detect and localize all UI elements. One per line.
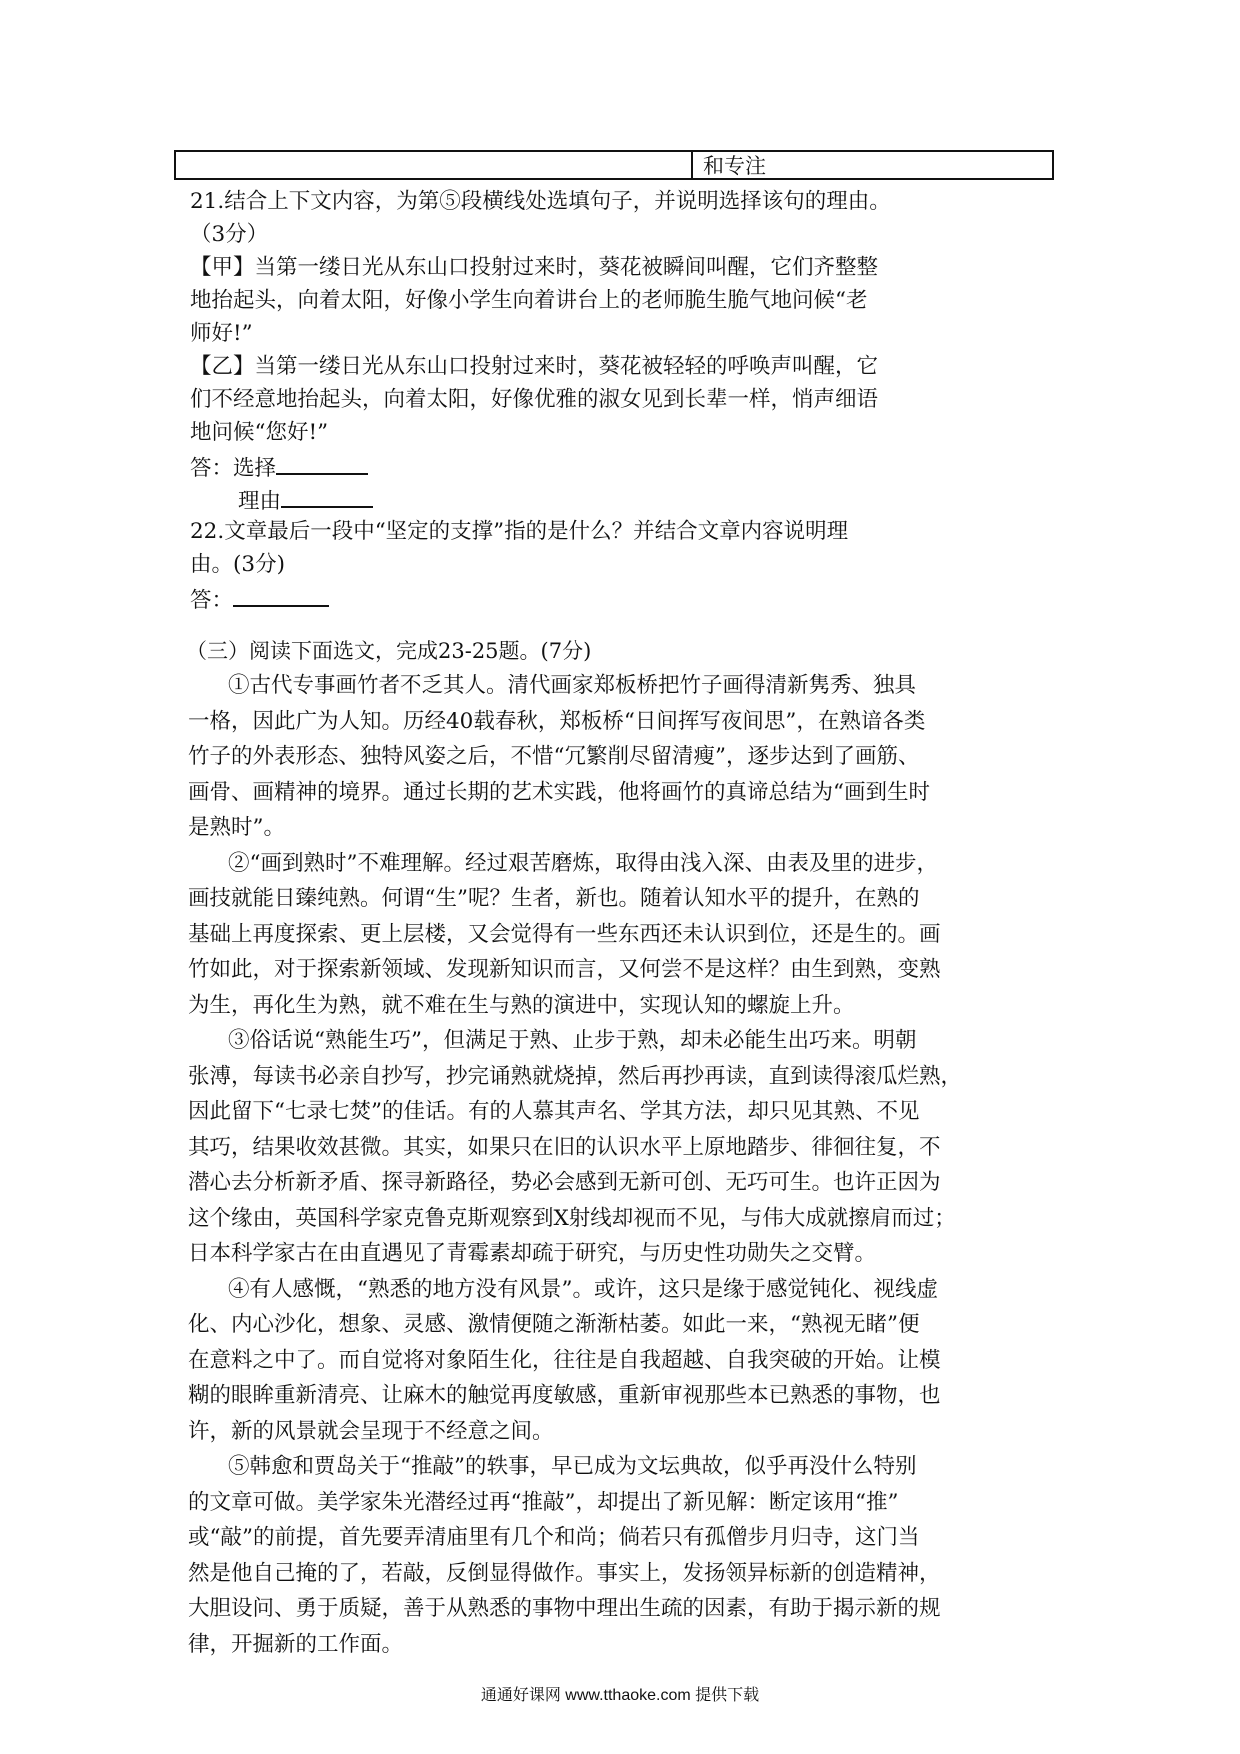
answer-select-label: 答：选择 (190, 456, 277, 481)
passage-line: 其巧，结果收效甚微。其实，如果只在旧的认识水平上原地踏步、徘徊往复，不 (188, 1134, 941, 1160)
passage-line: 张溥，每读书必亲自抄写，抄完诵熟就烧掉，然后再抄再读，直到读得滚瓜烂熟， (188, 1063, 963, 1089)
answer-blank[interactable] (233, 581, 329, 607)
passage-line: ④有人感慨，“熟悉的地方没有风景”。或许，这只是缘于感觉钝化、视线虚 (228, 1276, 938, 1302)
paragraph-3 (188, 1023, 1050, 1272)
passage-line: 这个缘由，英国科学家克鲁克斯观察到X射线却视而不见，与伟大成就擦肩而过； (188, 1205, 956, 1231)
top-table (174, 150, 1054, 180)
paragraph-2 (188, 846, 1050, 1024)
answer-blank-reason[interactable] (281, 482, 373, 508)
reading-passage (188, 668, 1050, 1662)
passage-line: ③俗话说“熟能生巧”，但满足于熟、止步于熟，却未必能生出巧来。明朝 (228, 1028, 917, 1053)
q22-line: 22.文章最后一段中“坚定的支撑”指的是什么？并结合文章内容说明理 (190, 519, 849, 544)
passage-line: 潜心去分析新矛盾、探寻新路径，势必会感到无新可创、无巧可生。也许正因为 (188, 1170, 941, 1195)
passage-line: 在意料之中了。而自觉将对象陌生化，往往是自我超越、自我突破的开始。让模 (188, 1347, 941, 1373)
answer-reason-label: 理由 (238, 489, 282, 514)
q21-line: （3分） (190, 222, 269, 247)
passage-line: 一格，因此广为人知。历经40载春秋，郑板桥“日间挥写夜间思”，在熟谙各类 (188, 708, 926, 734)
passage-line: 竹子的外表形态、独特风姿之后，不惜“冗繁削尽留清瘦”，逐步达到了画筋、 (188, 744, 920, 769)
passage-line: 然是他自己掩的了，若敲，反倒显得做作。事实上，发扬领异标新的创造精神， (188, 1560, 941, 1586)
paragraph-5 (188, 1449, 1050, 1662)
table-cell-empty (176, 152, 693, 178)
table-cell-text: 和专注 (703, 154, 766, 178)
passage-line: 为生，再化生为熟，就不难在生与熟的演进中，实现认知的螺旋上升。 (188, 992, 855, 1018)
q21-line: 们不经意地抬起头，向着太阳，好像优雅的淑女见到长辈一样，悄声细语 (190, 387, 879, 412)
question-22 (190, 515, 1050, 614)
passage-line: 日本科学家古在由直遇见了青霉素却疏于研究，与历史性功勋失之交臂。 (188, 1241, 877, 1266)
passage-line: 是熟时”。 (188, 815, 285, 840)
passage-line: ①古代专事画竹者不乏其人。清代画家郑板桥把竹子画得清新隽秀、独具 (228, 673, 917, 698)
paragraph-1 (188, 668, 1050, 846)
q21-answer-select (190, 449, 1050, 482)
q21-line: 地问候“您好!” (190, 420, 329, 445)
passage-line: 糊的眼眸重新清亮、让麻木的触觉再度敏感，重新审视那些本已熟悉的事物，也 (188, 1383, 941, 1408)
passage-line: 的文章可做。美学家朱光潜经过再“推敲”，却提出了新见解：断定该用“推” (188, 1489, 899, 1515)
passage-line: 许，新的风景就会呈现于不经意之间。 (188, 1418, 554, 1444)
section-title: （三）阅读下面选文，完成23-25题。(7分) (186, 639, 592, 663)
q21-line: 师好!” (190, 321, 253, 346)
passage-line: 画骨、画精神的境界。通过长期的艺术实践，他将画竹的真谛总结为“画到生时 (188, 779, 930, 805)
passage-line: 或“敲”的前提，首先要弄清庙里有几个和尚；倘若只有孤僧步月归寺，这门当 (188, 1525, 920, 1550)
q21-line: 【甲】当第一缕日光从东山口投射过来时，葵花被瞬间叫醒，它们齐整整 (190, 255, 879, 280)
passage-line: ⑤韩愈和贾岛关于“推敲”的轶事，早已成为文坛典故，似乎再没什么特别 (228, 1454, 917, 1479)
answer-label: 答： (190, 588, 234, 613)
q21-line: 地抬起头，向着太阳，好像小学生向着讲台上的老师脆生脆气地问候“老 (190, 288, 868, 313)
paragraph-4 (188, 1272, 1050, 1450)
q21-line: 21.结合上下文内容，为第⑤段横线处选填句子，并说明选择该句的理由。 (190, 189, 891, 214)
passage-line: 竹如此，对于探索新领域、发现新知识而言，又何尝不是这样？由生到熟，变熟 (188, 957, 941, 982)
q21-line: 【乙】当第一缕日光从东山口投射过来时，葵花被轻轻的呼唤声叫醒，它 (190, 354, 879, 379)
passage-line: 化、内心沙化，想象、灵感、激情便随之渐渐枯萎。如此一来，“熟视无睹”便 (188, 1312, 920, 1337)
question-21 (190, 185, 1050, 515)
passage-line: 因此留下“七录七焚”的佳话。有的人慕其声名、学其方法，却只见其熟、不见 (188, 1099, 920, 1124)
page-footer: 通通好课网 www.tthaoke.com 提供下载 (480, 1687, 760, 1704)
passage-line: 画技就能日臻纯熟。何谓“生”呢？生者，新也。随着认知水平的提升，在熟的 (188, 886, 920, 911)
passage-line: 大胆设问、勇于质疑，善于从熟悉的事物中理出生疏的因素，有助于揭示新的规 (188, 1596, 941, 1621)
q21-answer-reason (190, 482, 1050, 515)
passage-line: 律，开掘新的工作面。 (188, 1631, 404, 1657)
passage-line: 基础上再度探索、更上层楼，又会觉得有一些东西还未认识到位，还是生的。画 (188, 921, 941, 947)
q22-answer (190, 581, 1050, 614)
passage-line: ②“画到熟时”不难理解。经过艰苦磨炼，取得由浅入深、由表及里的进步， (228, 850, 938, 876)
q22-line: 由。(3分) (190, 552, 285, 577)
answer-blank-select[interactable] (276, 449, 368, 475)
